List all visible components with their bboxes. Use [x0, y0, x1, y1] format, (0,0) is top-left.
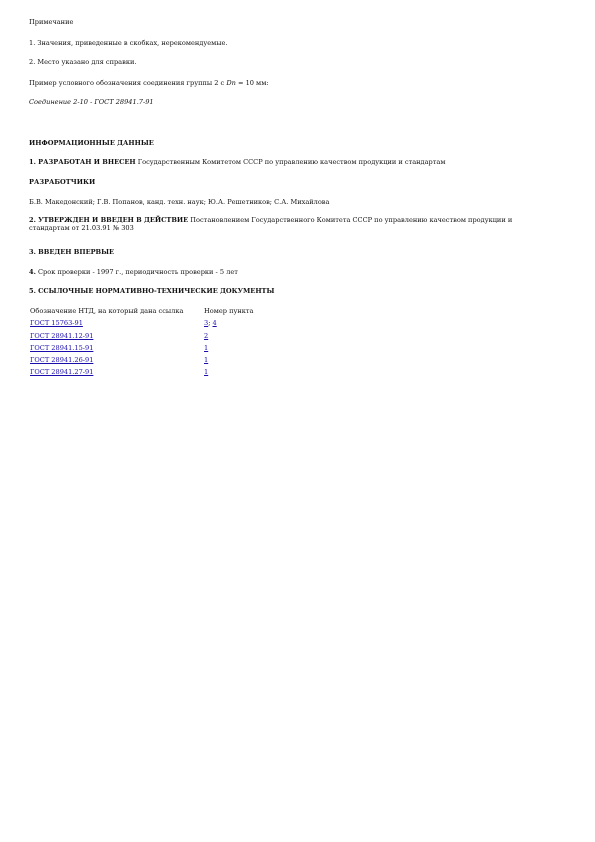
- example-designation: Соединение 2-10 - ГОСТ 28941.7-91: [29, 98, 154, 106]
- item-link[interactable]: 2: [204, 331, 209, 340]
- table-row: ГОСТ 15763-91 3; 4: [30, 319, 217, 328]
- info-heading: ИНФОРМАЦИОННЫЕ ДАННЫЕ: [29, 139, 154, 147]
- example-intro: Пример условного обозначения соединения группы 2 с Dn = 10 мм:: [29, 79, 269, 87]
- table-row: [30, 332, 256, 344]
- developers-heading: РАЗРАБОТЧИКИ: [29, 178, 96, 186]
- note-item-2: 2. Место указано для справки.: [29, 58, 137, 66]
- developers-list: Б.В. Македонский; Г.В. Попанов, канд. техн. наук; Ю.А. Решетников; С.А. Михайлова: [29, 198, 330, 206]
- column-header-document: Обозначение НТД, на который дана ссылка: [30, 307, 184, 315]
- note-title: Примечание: [29, 18, 74, 26]
- section-3: 3. ВВЕДЕН ВПЕРВЫЕ: [29, 248, 115, 256]
- doc-link[interactable]: ГОСТ 28941.15-91: [30, 343, 94, 352]
- item-link[interactable]: 1: [204, 368, 209, 377]
- table-row: [30, 368, 256, 380]
- column-header-item: Номер пункта: [204, 307, 254, 315]
- doc-link[interactable]: ГОСТ 28941.12-91: [30, 331, 94, 340]
- section-4: 4. Срок проверки - 1997 г., периодичность проверки - 5 лет: [29, 268, 238, 276]
- section-5: 5. ССЫЛОЧНЫЕ НОРМАТИВНО-ТЕХНИЧЕСКИЕ ДОКУМЕНТЫ: [29, 287, 275, 295]
- item-link[interactable]: 1: [204, 343, 209, 352]
- references-table: [30, 307, 256, 381]
- item-link[interactable]: 4: [212, 319, 217, 328]
- doc-link[interactable]: ГОСТ 28941.27-91: [30, 368, 94, 377]
- section-2: 2. УТВЕРЖДЕН И ВВЕДЕН В ДЕЙСТВИЕ Постановлением Государственного Комитета СССР по управлению качеством продукции и стандартам от 21.03.91 № 303: [29, 216, 513, 233]
- doc-link[interactable]: ГОСТ 15763-91: [30, 319, 83, 328]
- table-row: [30, 356, 256, 368]
- item-link[interactable]: 1: [204, 356, 209, 365]
- table-row: [30, 344, 256, 356]
- note-item-1: 1. Значения, приведенные в скобках, нерекомендуемые.: [29, 39, 228, 47]
- item-link[interactable]: 3: [204, 319, 209, 328]
- section-1: 1. РАЗРАБОТАН И ВНЕСЕН Государственным Комитетом СССР по управлению качеством продукции и стандартам: [29, 158, 446, 166]
- table-header-row: [30, 307, 256, 319]
- doc-link[interactable]: ГОСТ 28941.26-91: [30, 356, 94, 365]
